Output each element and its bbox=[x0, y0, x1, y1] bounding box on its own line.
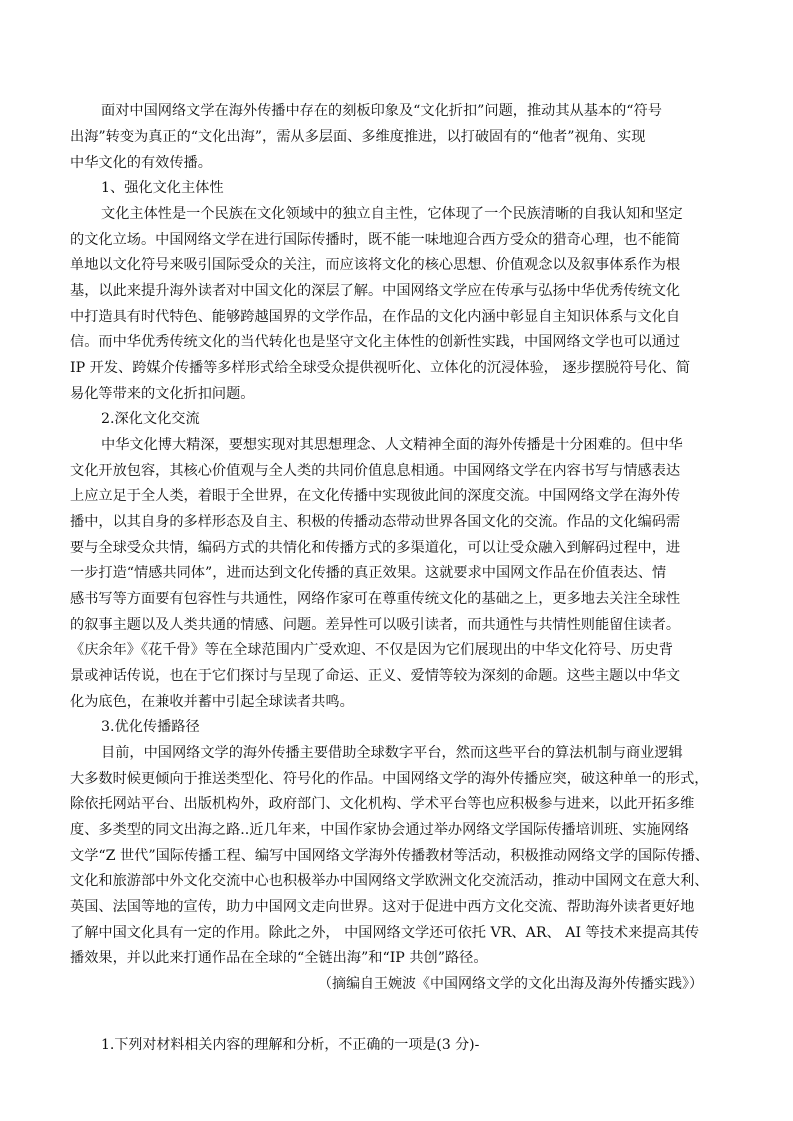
section2-line-1: 中华文化博大精深，要想实现对其思想理念、人文精神全面的海外传播是十分困难的。但中华 bbox=[101, 437, 683, 453]
question-1: 1.下列对材料相关内容的理解和分析，不正确的一项是(3 分)- bbox=[101, 1037, 480, 1053]
section2-line-10: 景或神话传说，也在于它们探讨与呈现了命运、正义、爱情等较为深刻的命题。这些主题以中华文 bbox=[70, 668, 681, 684]
section2-line-9: 《庆余年》《花千骨》等在全球范围内广受欢迎、不仅是因为它们展现出的中华文化符号、历史背 bbox=[70, 642, 673, 658]
section3-line-4: 度、多类型的同文出海之路..近几年来，中国作家协会通过举办网络文学国际传播培训班、实施网络 bbox=[70, 822, 690, 838]
section1-line-8: 易化等带来的文化折扣问题。 bbox=[70, 386, 255, 402]
section1-line-2: 的文化立场。中国网络文学在进行国际传播时，既不能一味地迎合西方受众的猎奇心理，也不能简 bbox=[70, 232, 681, 248]
section2-line-3: 上应立足于全人类，着眼于全世界，在文化传播中实现彼此间的深度交流。中国网络文学在海外传 bbox=[70, 488, 681, 504]
section2-line-4: 播中，以其自身的多样形态及自主、积极的传播动态带动世界各国文化的交流。作品的文化编码需 bbox=[70, 514, 681, 530]
intro-line-3: 中华文化的有效传播。 bbox=[70, 155, 212, 171]
section3-line-9: 播效果，并以此来打通作品在全球的“全链出海”和“IP 共创”路径。 bbox=[70, 950, 488, 966]
section3-heading: 3.优化传播路径 bbox=[101, 719, 200, 735]
section2-line-2: 文化开放包容，其核心价值观与全人类的共同价值息息相通。中国网络文学在内容书写与情感表达 bbox=[70, 463, 681, 479]
section1-line-6: 信。而中华优秀传统文化的当代转化也是坚守文化主体性的创新性实践，中国网络文学也可以通过 bbox=[70, 334, 681, 350]
section3-line-2: 大多数时候更倾向于推送类型化、符号化的作品。中国网络文学的海外传播应突，破这种单一的形式， bbox=[70, 771, 709, 787]
section3-line-6: 文化和旅游部中外文化交流中心也积极举办中国网络文学欧洲文化交流活动，推动中国网文在意大利、 bbox=[70, 873, 709, 889]
section1-line-5: 中打造具有时代特色、能够跨越国界的文学作品，在作品的文化内涵中彰显自主知识体系与文化自 bbox=[70, 309, 681, 325]
section2-line-6: 一步打造“情感共同体”，进而达到文化传播的真正效果。这就要求中国网文作品在价值表达、情 bbox=[70, 565, 667, 581]
section1-line-7: IP 开发、跨媒介传播等多样形式给全球受众提供视听化、立体化的沉浸体验， 逐步摆脱符号化、简 bbox=[70, 360, 691, 376]
section1-line-1: 文化主体性是一个民族在文化领域中的独立自主性，它体现了一个民族清晰的自我认知和坚定 bbox=[101, 206, 683, 222]
section2-line-11: 化为底色，在兼收并蓄中引起全球读者共鸣。 bbox=[70, 694, 354, 710]
section2-heading: 2.深化文化交流 bbox=[101, 411, 200, 427]
section3-line-8: 了解中国文化具有一定的作用。除此之外， 中国网络文学还可依托 VR、AR、 AI 等技术来提高其传 bbox=[70, 925, 700, 941]
intro-line-1: 面对中国网络文学在海外传播中存在的刻板印象及“文化折扣”问题，推动其从基本的“符号 bbox=[101, 103, 662, 119]
section3-line-5: 文学“Z 世代”国际传播工程、编写中国网络文学海外传播教材等活动，积极推动网络文学的国际传播、 bbox=[70, 848, 709, 864]
section2-line-7: 感书写等方面要有包容性与共通性，网络作家可在尊重传统文化的基础之上，更多地去关注全球性 bbox=[70, 591, 681, 607]
section1-heading: 1、强化文化主体性 bbox=[101, 180, 224, 196]
section3-line-1: 目前，中国网络文学的海外传播主要借助全球数字平台，然而这些平台的算法机制与商业逻辑 bbox=[101, 745, 683, 761]
section2-line-8: 的叙事主题以及人类共通的情感、问题。差异性可以吸引读者，而共通性与共情性则能留住读者。 bbox=[70, 617, 681, 633]
source-citation: （摘编自王婉波《中国网络文学的文化出海及海外传播实践》） bbox=[318, 976, 703, 992]
section3-line-3: 除依托网站平台、出版机构外，政府部门、文化机构、学术平台等也应积极参与进来，以此开拓多维 bbox=[70, 796, 695, 812]
section1-line-4: 基，以此来提升海外读者对中国文化的深层了解。中国网络文学应在传承与弘扬中华优秀传统文化 bbox=[70, 283, 681, 299]
section3-line-7: 英国、法国等地的宣传，助力中国网文走向世界。这对于促进中西方文化交流、帮助海外读者更好地 bbox=[70, 899, 695, 915]
section2-line-5: 要与全球受众共情，编码方式的共情化和传播方式的多渠道化，可以让受众融入到解码过程中，进 bbox=[70, 540, 681, 556]
intro-line-2: 出海”转变为真正的“文化出海”，需从多层面、多维度推进，以打破固有的“他者”视角、实现 bbox=[70, 129, 646, 145]
section1-line-3: 单地以文化符号来吸引国际受众的关注，而应该将文化的核心思想、价值观念以及叙事体系作为根 bbox=[70, 257, 681, 273]
